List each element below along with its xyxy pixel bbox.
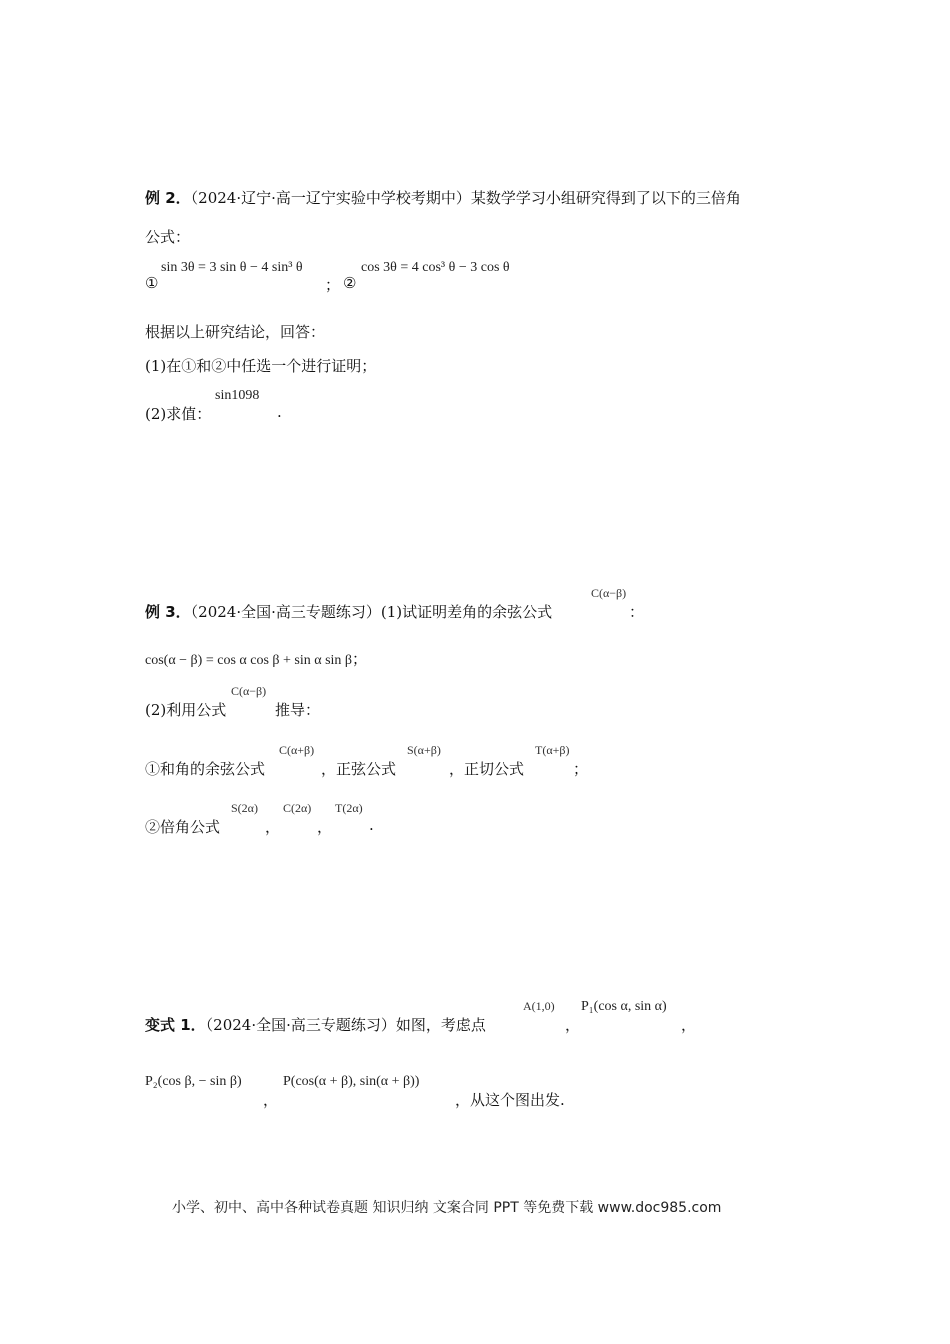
- question-2-prefix: (2)求值：: [145, 405, 212, 423]
- point-a: A(1,0): [523, 999, 555, 1013]
- cosine-difference-formula-line: [145, 648, 367, 669]
- variant-1-heading: [145, 999, 705, 1035]
- circled-two: ②: [343, 274, 357, 292]
- sin1098-expression: sin1098: [215, 388, 260, 403]
- double-angle-line: [145, 801, 405, 837]
- sum-line-end: ；: [573, 760, 589, 778]
- example-2-line4: 根据以上研究结论，回答：: [145, 323, 326, 341]
- comma-1: ，: [265, 818, 281, 836]
- tangent-sum-symbol: T(α+β): [535, 743, 570, 757]
- tangent-double-symbol: T(2α): [335, 801, 363, 815]
- example-3-question-2: [145, 684, 385, 718]
- cosine-double-symbol: C(2α): [283, 801, 312, 815]
- formula-semicolon: ；: [352, 650, 368, 668]
- example-2-formulas: [145, 258, 565, 294]
- example-2-question-1: (1)在①和②中任选一个进行证明；: [145, 357, 377, 375]
- double-line-end: .: [369, 816, 374, 834]
- triple-cosine-formula: cos 3θ = 4 cos³ θ − 3 cos θ: [361, 260, 510, 275]
- variant-1-label: 变式 1．: [145, 1016, 206, 1034]
- example-2-heading: [145, 187, 741, 208]
- tangent-text: ，正切公式: [449, 760, 525, 778]
- question-2-suffix: 推导：: [275, 701, 321, 719]
- example-2-line2: 公式：: [145, 228, 191, 246]
- sine-sum-symbol: S(α+β): [407, 743, 441, 757]
- double-angle-text: ②倍角公式: [145, 818, 221, 836]
- question-2-prefix: (2)利用公式: [145, 701, 227, 719]
- cosine-difference-symbol: C(α−β): [591, 586, 627, 600]
- variant-1-title: [145, 1014, 486, 1035]
- cosine-sum-symbol: C(α+β): [279, 743, 315, 757]
- footer-text: 小学、初中、高中各种试卷真题 知识归纳 文案合同 PPT 等免费下载 www.doc985.com: [172, 1200, 722, 1216]
- comma-2: ，: [317, 818, 333, 836]
- point-p1: P₁(cos α, sin α): [581, 999, 667, 1014]
- example-2-source: （2024·辽宁·高一辽宁实验中学校考期中）某数学学习小组研究得到了以下的三倍角: [190, 189, 741, 207]
- question-2-end: .: [277, 403, 282, 421]
- example-2-question-2: [145, 388, 345, 422]
- comma-p1: ，: [681, 1016, 697, 1034]
- example-3-source: （2024·全国·高三专题练习）(1)试证明差角的余弦公式: [190, 603, 553, 621]
- circled-one: ①: [145, 274, 159, 292]
- example-3-colon: ：: [629, 603, 645, 621]
- sine-double-symbol: S(2α): [231, 801, 258, 815]
- sum-formulas-line: [145, 743, 589, 779]
- point-p2: P₂(cos β, − sin β): [145, 1074, 242, 1089]
- cosine-difference-symbol-2: C(α−β): [231, 684, 267, 698]
- example-3-heading: [145, 586, 665, 622]
- comma-a: ，: [565, 1016, 581, 1034]
- triple-sine-formula: sin 3θ = 3 sin θ − 4 sin³ θ: [161, 260, 303, 275]
- cosine-difference-formula: cos(α − β) = cos α cos β + sin α sin β: [145, 653, 353, 668]
- example-2-label: 例 2．: [145, 189, 191, 207]
- variant-1-line2: [145, 1072, 625, 1108]
- comma-p2: ，: [263, 1091, 279, 1109]
- variant-1-tail: ，从这个图出发.: [455, 1091, 565, 1109]
- sine-text: ，正弦公式: [321, 760, 397, 778]
- semicolon: ；: [325, 276, 341, 294]
- sum-cosine-text: ①和角的余弦公式: [145, 760, 266, 778]
- point-p: P(cos(α + β), sin(α + β)): [283, 1074, 420, 1089]
- example-3-title: [145, 601, 552, 622]
- example-3-label: 例 3．: [145, 603, 191, 621]
- variant-1-source: （2024·全国·高三专题练习）如图，考虑点: [205, 1016, 486, 1034]
